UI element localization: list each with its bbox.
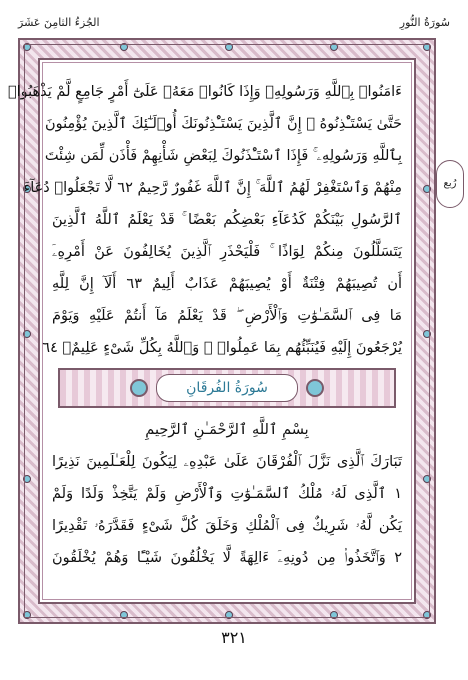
rosette-icon [130,379,148,397]
frame-dot-icon [120,611,128,619]
frame-dot-icon [423,330,431,338]
verse-line: مِنْهُمْ وَٱسْتَغْفِرْ لَهُمُ ٱللَّهَ ۚ إِنَّ ٱللَّهَ غَفُورٌ رَّحِيمٌ ٦٢ لَّا تَجْعَلُوا۟ دُعَآءَ [23,180,402,196]
text-area [7,58,416,604]
surah-title-banner [58,368,396,408]
verse-line: ٢ وَٱتَّخَذُوا۟ مِن دُونِهِۦٓ ءَالِهَةً لَّا يَخْلُقُونَ شَيْـًٔا وَهُمْ يُخْلَقُونَ [52,550,402,566]
page-frame [7,38,436,624]
frame-dot-icon [225,611,233,619]
frame-dot-icon [423,185,431,193]
frame-dot-icon [423,611,431,619]
verse-line: ١ ٱلَّذِى لَهُۥ مُلْكُ ٱلسَّمَـٰوَٰتِ وَٱلْأَرْضِ وَلَمْ يَتَّخِذْ وَلَدًا وَلَمْ [52,486,402,502]
verse-line: حَتَّىٰ يَسْتَـْٔذِنُوهُ ۚ إِنَّ ٱلَّذِينَ يَسْتَـْٔذِنُونَكَ أُو۟لَـٰٓئِكَ ٱلَّذِينَ يُؤْمِنُونَ [45,116,402,132]
verse-line: يُرْجَعُونَ إِلَيْهِ فَيُنَبِّئُهُم بِمَا عَمِلُوا۟ ۗ وَٱللَّهُ بِكُلِّ شَىْءٍ عَلِيمٌۢ ٦٤ [42,340,402,356]
verse-lines [7,76,403,574]
frame-dot-icon [23,475,31,483]
frame-dot-icon [120,43,128,51]
verse-line: ءَامَنُوا۟ بِٱللَّهِ وَرَسُولِهِۦ وَإِذَا كَانُوا۟ مَعَهُۥ عَلَىٰٓ أَمْرٍ جَامِعٍ لَّمْ يَذْهَبُوا۟ [7,84,402,100]
surah-header: سُورَةُ النُّورِ [399,16,450,29]
verse-line: مَا فِى ٱلسَّمَـٰوَٰتِ وَٱلْأَرْضِ ۖ قَدْ يَعْلَمُ مَآ أَنتُمْ عَلَيْهِ وَيَوْمَ [52,308,402,324]
page-number: ٣٢١ [221,628,247,647]
frame-dot-icon [23,43,31,51]
surah-title: سُورَةُ الفُرقَانِ [156,374,298,402]
rosette-icon [306,379,324,397]
verse-line: ٱلرَّسُولِ بَيْنَكُمْ كَدُعَآءِ بَعْضِكُم بَعْضًا ۚ قَدْ يَعْلَمُ ٱللَّهُ ٱلَّذِينَ [52,212,402,228]
quarter-marker: رُبع [436,160,464,208]
frame-dot-icon [23,611,31,619]
verse-line: أَن تُصِيبَهُمْ فِتْنَةٌ أَوْ يُصِيبَهُمْ عَذَابٌ أَلِيمٌ ٦٣ أَلَآ إِنَّ لِلَّهِ [52,276,403,292]
juz-header: الجُزءُ الثامِنَ عَشَرَ [18,16,100,29]
frame-dot-icon [225,43,233,51]
frame-dot-icon [423,475,431,483]
basmala: بِسْمِ ٱللَّهِ ٱلرَّحْمَـٰنِ ٱلرَّحِيمِ [145,422,309,438]
frame-dot-icon [23,330,31,338]
verse-line: يَكُن لَّهُۥ شَرِيكٌ فِى ٱلْمُلْكِ وَخَلَقَ كُلَّ شَىْءٍ فَقَدَّرَهُۥ تَقْدِيرًا [52,518,402,534]
verse-line: يَتَسَلَّلُونَ مِنكُمْ لِوَاذًا ۚ فَلْيَحْذَرِ ٱلَّذِينَ يُخَالِفُونَ عَنْ أَمْرِهِۦٓ [52,244,402,260]
verse-line: تَبَارَكَ ٱلَّذِى نَزَّلَ ٱلْفُرْقَانَ عَلَىٰ عَبْدِهِۦ لِيَكُونَ لِلْعَـٰلَمِينَ نَذِيرًا [52,454,402,470]
frame-dot-icon [330,611,338,619]
verse-line: بِٱللَّهِ وَرَسُولِهِۦ ۚ فَإِذَا ٱسْتَـْٔذَنُوكَ لِبَعْضِ شَأْنِهِمْ فَأْذَن لِّمَن شِئْتَ [44,148,402,164]
frame-dot-icon [423,43,431,51]
frame-dot-icon [330,43,338,51]
